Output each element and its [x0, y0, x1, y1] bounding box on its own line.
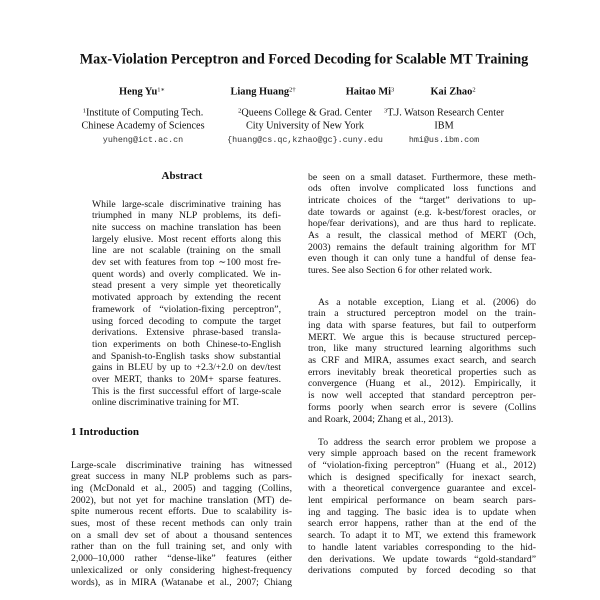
intro-line: words), as in MIRA (Watanabe et al., 2007; Chiang — [71, 576, 292, 588]
right-column-line: convergence (Huang et al., 2012). Empirically, it — [308, 378, 536, 390]
right-column-line: derivations computed by forced decoding so that — [308, 565, 536, 577]
abstract-line: framework of “violation-fixing perceptron”, — [92, 303, 281, 315]
right-column-line: tron, like many structured learning algorithms such — [308, 343, 536, 355]
abstract-line: line are not scalable (training on the small — [92, 245, 281, 257]
abstract-line: online discriminative training for MT. — [92, 397, 239, 409]
author-sup: 2† — [289, 86, 296, 94]
author-sup: 1∗ — [157, 86, 165, 94]
right-column-line: ing data with sparse features, but fail to outperform — [308, 319, 536, 331]
right-column-line: errors inevitably break theoretical properties such as — [308, 366, 536, 378]
affiliation-line — [384, 108, 504, 119]
right-column-line: lent empirical performance on beam search pars- — [308, 495, 536, 506]
abstract-line: motivated approach by extending the recent — [92, 292, 281, 304]
affiliation-sup: 3 — [383, 107, 388, 115]
right-column-line: ing and tagging. The basic idea is to update when — [308, 506, 536, 518]
right-column-line: of “violation-fixing perceptron” (Huang et al., 2012) — [308, 459, 536, 471]
intro-line: rather than on the full training set, and only with — [71, 541, 292, 553]
right-column-line: be seen on a small dataset. Furthermore, these meth- — [308, 171, 536, 183]
abstract-line: nite success on machine translation has been — [92, 221, 281, 233]
affiliation-line: City University of New York — [245, 120, 365, 132]
right-column-line: ods often involve complicated loss functions and — [308, 183, 536, 195]
email: yuheng@ict.ac.cn — [102, 135, 184, 145]
abstract-line: over MERT, thanks to 20M+ sparse features. — [92, 374, 281, 385]
right-column-line: As a result, the classical method of MERT (Och, — [308, 230, 536, 241]
author — [230, 87, 295, 98]
author — [430, 87, 475, 98]
author-name: Heng Yu — [119, 86, 158, 98]
abstract-line: tion experiments on both Chinese-to-English — [92, 338, 281, 350]
right-column-line: and Roark, 2004; Zhang et al., 2013). — [308, 413, 454, 425]
abstract-line: and Spanish-to-English tasks show substantial — [92, 350, 281, 362]
abstract-line: dev set with features from top ∼100 most fre- — [92, 257, 281, 268]
abstract-heading: Abstract — [161, 170, 203, 182]
right-column-line: as CRF and MIRA, assumes exact search, and search — [308, 355, 536, 366]
intro-line: ing (McDonald et al., 2005) and tagging (Collins, — [71, 482, 292, 494]
right-column-line: is now well accepted that standard perceptron per- — [308, 390, 536, 402]
right-column-line: forms poorly when search error is severe (Collins — [308, 401, 536, 413]
affiliation-name: Institute of Computing Tech. — [85, 107, 204, 119]
affiliation-line — [83, 108, 204, 119]
right-column-line: date towards or against (e.g. k-best/forest oracles, or — [308, 206, 536, 218]
author-name: Kai Zhao — [430, 86, 473, 98]
author — [119, 87, 165, 98]
intro-line: 2,000–10,000 rather “dense-like” features (either — [71, 553, 292, 565]
intro-line: Large-scale discriminative training has witnessed — [71, 459, 292, 471]
paper-title: Max-Violation Perceptron and Forced Decoding for Scalable MT Training — [79, 51, 529, 68]
right-column-line: hope/fear derivations), and are thus hard to replicate. — [308, 218, 536, 230]
right-column-line: very simple approach based on the recent framework — [308, 448, 536, 460]
affiliation-name: T.J. Watson Research Center — [387, 107, 505, 119]
right-column-line: even though it can only tune a handful of dense fea- — [308, 253, 536, 265]
right-column-line: train a structured perceptron model on the train- — [308, 308, 536, 320]
intro-line: sues, most of these recent methods can only train — [71, 518, 292, 529]
affiliation-name: Queens College & Grad. Center — [241, 107, 372, 119]
right-column-line: search. To adapt it to MT, we extend this framework — [308, 530, 536, 542]
affiliation-line — [238, 108, 372, 119]
section-heading-introduction: 1 Introduction — [71, 426, 139, 438]
right-column-line: den derivations. We update towards “gold-standard” — [308, 553, 536, 565]
intro-line: spite numerous recent efforts. Due to scalability is- — [71, 506, 292, 518]
abstract-line: stead present a very simple yet theoretically — [92, 280, 281, 292]
abstract-line: triumphed in many NLP problems, its defi- — [92, 210, 281, 222]
intro-line: unlexicalized or only considering highest-frequency — [71, 564, 292, 576]
right-column-line: with a theoretical convergence guarantee and excel- — [308, 483, 536, 495]
affiliation-line: IBM — [434, 120, 454, 132]
intro-line: 2002), but not yet for machine translation (MT) de- — [71, 494, 292, 506]
affiliation-sup: 2 — [238, 107, 242, 115]
abstract-line: This is the first successful effort of large-scale — [92, 385, 281, 397]
author-sup: 2 — [472, 86, 476, 94]
author-sup: 3 — [391, 86, 395, 94]
right-column-line: intricate choices of the “target” derivations to up- — [308, 194, 536, 206]
abstract-line: quent words) and overly complicated. We in- — [92, 268, 281, 280]
right-column-line: MERT. We argue this is because structured percep- — [308, 331, 536, 343]
abstract-line: derivations. Extensive phrase-based transla- — [92, 327, 281, 339]
abstract-line: gains in BLEU by up to +2.3/+2.0 on dev/test — [92, 362, 281, 374]
author-name: Haitao Mi — [345, 86, 392, 98]
abstract-line: using forced decoding to compute the target — [92, 315, 281, 327]
email: {huang@cs.qc,kzhao@gc}.cuny.edu — [227, 135, 383, 145]
abstract-line: largely elusive. Most recent efforts along this — [92, 233, 281, 245]
right-column-line: to handle latent variables corresponding to the hid- — [308, 541, 536, 553]
right-column-line: tures. See also Section 6 for other related work. — [308, 265, 493, 277]
right-column-line: 2003) remains the default training algorithm for MT — [308, 241, 536, 253]
intro-line: on a small dev set of about a thousand sentences — [71, 529, 292, 541]
right-column-line: which is designed specifically for inexact search, — [308, 471, 536, 483]
author-name: Liang Huang — [230, 86, 290, 98]
abstract-line: While large-scale discriminative training has — [92, 198, 281, 210]
email: hmi@us.ibm.com — [408, 135, 480, 145]
intro-line: great success in many NLP problems such as pars- — [71, 471, 292, 483]
right-column-line: To address the search error problem we propose a — [318, 436, 536, 448]
affiliation-sup: 1 — [82, 107, 86, 115]
right-column-line: search error happens, rather than at the end of the — [308, 518, 536, 530]
author — [346, 87, 395, 98]
right-column-line: As a notable exception, Liang et al. (2006) do — [318, 296, 536, 308]
affiliation-line: Chinese Academy of Sciences — [81, 120, 205, 132]
